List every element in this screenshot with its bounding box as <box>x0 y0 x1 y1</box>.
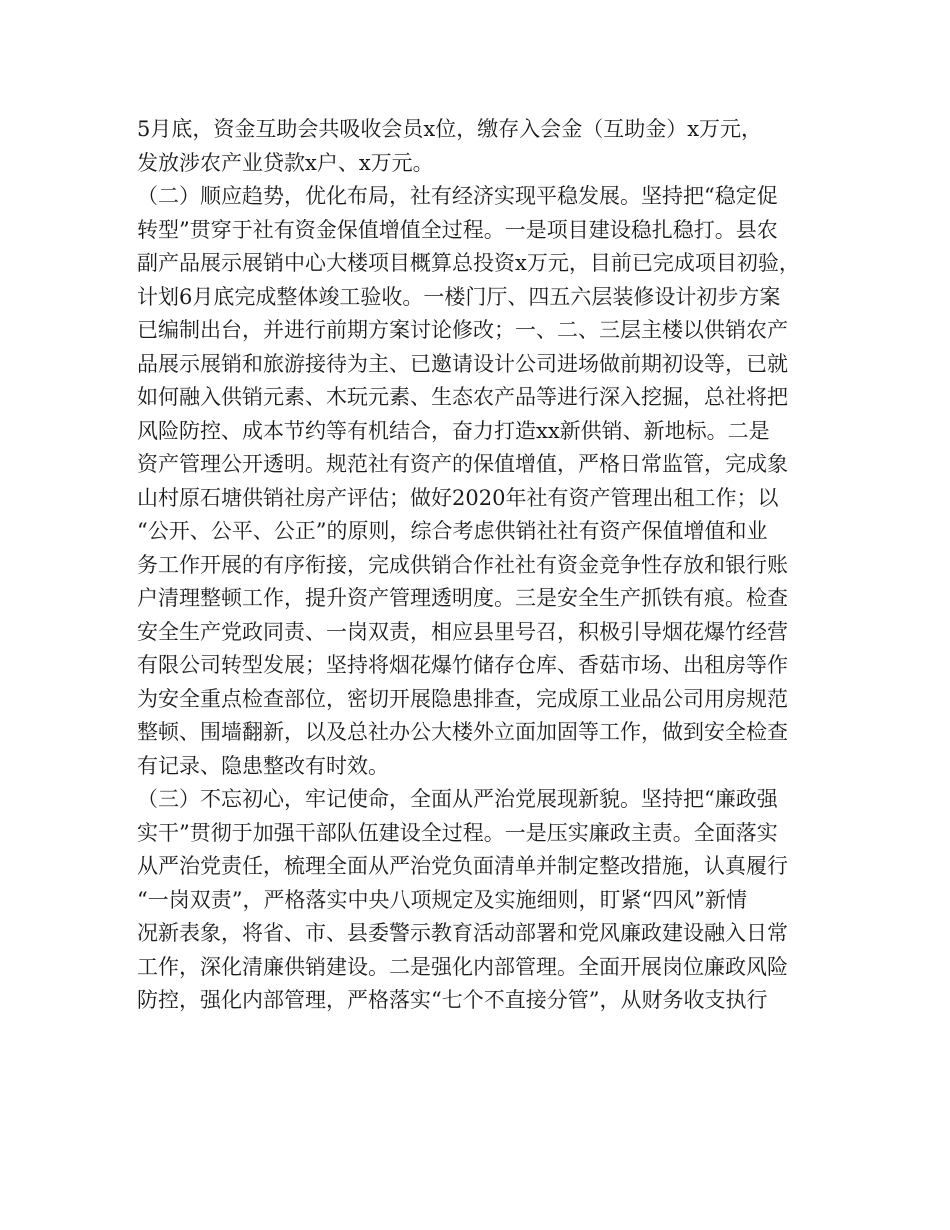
text-line: （三）不忘初心，牢记使命，全面从严治党展现新貌。坚持把“廉政强 <box>137 787 778 811</box>
text-line: 防控，强化内部管理，严格落实“七个不直接分管”，从财务收支执行 <box>137 988 768 1012</box>
text-line: 安全生产党政同责、一岗双责，相应县里号召，积极引导烟花爆竹经营 <box>137 619 788 644</box>
body-text <box>137 113 827 1018</box>
text-line: （二）顺应趋势，优化布局，社有经济实现平稳发展。坚持把“稳定促 <box>137 184 778 208</box>
text-line: 整顿、围墙翻新，以及总社办公大楼外立面加固等工作，做到安全检查 <box>137 720 788 744</box>
text-line: 有限公司转型发展；坚持将烟花爆竹储存仓库、香菇市场、出租房等作 <box>137 653 788 677</box>
text-line: 为安全重点检查部位，密切开展隐患排查，完成原工业品公司用房规范 <box>137 686 788 711</box>
text-line: 山村原石塘供销社房产评估；做好2020年社有资产管理出租工作；以 <box>137 485 779 510</box>
text-line: “公开、公平、公正”的原则，综合考虑供销社社有资产保值增值和业 <box>137 519 768 543</box>
text-line: 发放涉农产业贷款x户、x万元。 <box>137 150 434 175</box>
text-line: 转型”贯穿于社有资金保值增值全过程。一是项目建设稳扎稳打。县农 <box>137 217 778 242</box>
text-line: 务工作开展的有序衔接，完成供销合作社社有资金竞争性存放和银行账 <box>137 552 788 577</box>
text-line: 风险防控、成本节约等有机结合，奋力打造xx新供销、新地标。二是 <box>137 418 770 443</box>
text-line: 如何融入供销元素、木玩元素、生态农产品等进行深入挖掘，总社将把 <box>137 385 788 409</box>
text-line: 品展示展销和旅游接待为主、已邀请设计公司进场做前期初设等，已就 <box>137 351 788 376</box>
text-line: 副产品展示展销中心大楼项目概算总投资x万元，目前已完成项目初验， <box>137 251 800 275</box>
text-line: 户清理整顿工作，提升资产管理透明度。三是安全生产抓铁有痕。检查 <box>137 586 788 610</box>
text-line: 工作，深化清廉供销建设。二是强化内部管理。全面开展岗位廉政风险 <box>137 954 788 979</box>
text-line: “一岗双责”，严格落实中央八项规定及实施细则，盯紧“四风”新情 <box>137 887 747 912</box>
text-line: 计划6月底完成整体竣工验收。一楼门厅、四五六层装修设计初步方案 <box>137 284 781 309</box>
text-line: 资产管理公开透明。规范社有资产的保值增值，严格日常监管，完成象 <box>137 452 788 476</box>
text-line: 有记录、隐患整改有时效。 <box>137 753 389 778</box>
text-line: 从严治党责任，梳理全面从严治党负面清单并制定整改措施，认真履行 <box>137 854 788 878</box>
text-line: 已编制出台，并进行前期方案讨论修改；一、二、三层主楼以供销农产 <box>137 318 788 342</box>
text-line: 实干”贯彻于加强干部队伍建设全过程。一是压实廉政主责。全面落实 <box>137 820 778 845</box>
text-line: 5月底，资金互助会共吸收会员x位，缴存入会金（互助金）x万元， <box>137 117 763 141</box>
text-line: 况新表象，将省、市、县委警示教育活动部署和党风廉政建设融入日常 <box>137 921 788 945</box>
